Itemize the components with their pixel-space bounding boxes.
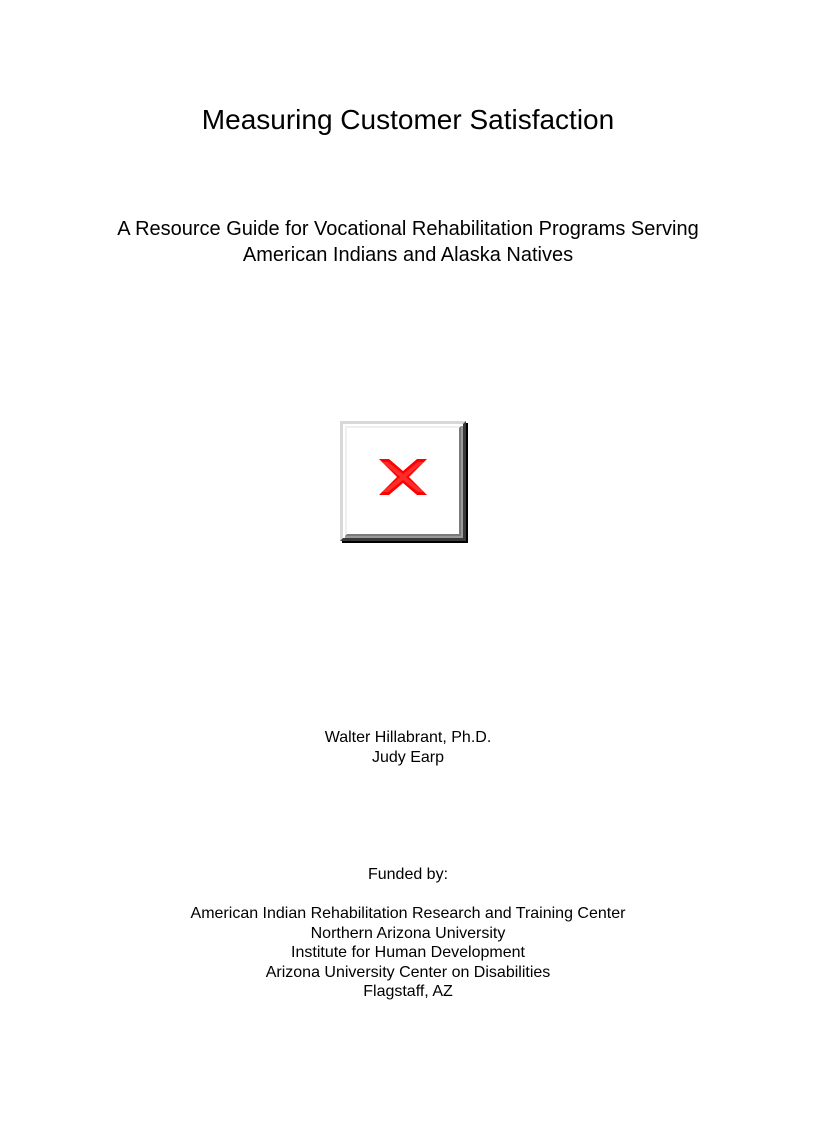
- document-title: Measuring Customer Satisfaction: [201, 104, 615, 135]
- funder-line: Institute for Human Development: [291, 944, 525, 961]
- document-subtitle: [60, 216, 756, 268]
- funders-list: [0, 904, 816, 1002]
- broken-image-icon: [373, 455, 433, 499]
- author-name: Judy Earp: [371, 749, 445, 766]
- subtitle-line: A Resource Guide for Vocational Rehabilitation Programs Serving: [117, 218, 699, 240]
- authors: [0, 728, 816, 768]
- cover-image-placeholder: [340, 421, 466, 541]
- subtitle-line: American Indians and Alaska Natives: [242, 244, 574, 266]
- author-name: Walter Hillabrant, Ph.D.: [324, 729, 492, 746]
- funder-line: Northern Arizona University: [310, 924, 506, 942]
- funded-by-label: Funded by:: [367, 866, 449, 883]
- funder-line: Flagstaff, AZ: [363, 983, 453, 1000]
- funder-line: American Indian Rehabilitation Research and Training Center: [190, 905, 626, 922]
- funder-line: Arizona University Center on Disabilities: [265, 963, 551, 981]
